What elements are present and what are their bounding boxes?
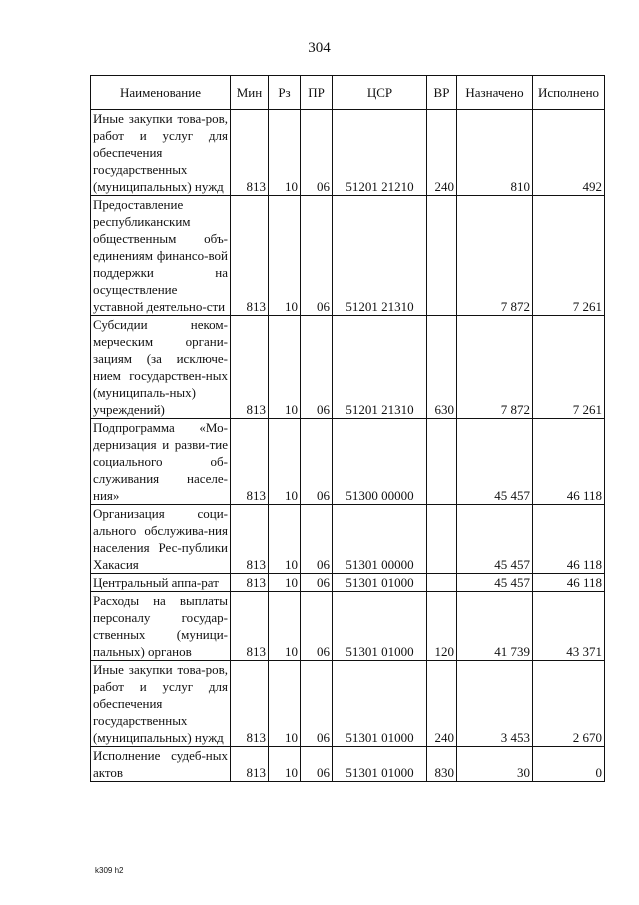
row-pr-cell: 06 [301,110,333,196]
row-rz-cell: 10 [269,196,301,316]
page-number: 304 [308,40,331,56]
row-rz-cell: 10 [269,661,301,747]
row-rz-cell: 10 [269,574,301,592]
row-csr-cell: 51301 00000 [333,505,427,574]
row-vr-cell: 830 [427,747,457,782]
row-csr-cell: 51201 21210 [333,110,427,196]
row-pr-cell: 06 [301,661,333,747]
table-row [91,574,605,592]
row-csr-cell: 51300 00000 [333,419,427,505]
row-csr-cell: 51301 01000 [333,747,427,782]
row-csr-cell: 51301 01000 [333,661,427,747]
row-min-cell: 813 [231,110,269,196]
row-rz-cell: 10 [269,592,301,661]
row-min-cell: 813 [231,316,269,419]
row-executed-cell: 46 118 [533,574,605,592]
row-executed-cell: 7 261 [533,196,605,316]
row-min-cell: 813 [231,747,269,782]
header-assigned: Назначено [457,76,533,110]
row-vr-cell [427,505,457,574]
row-name-cell: Предоставление республиканским общественным объ-единениям финансо-вой поддержки на осуществление уставной деятельно-сти [91,196,231,316]
row-assigned-cell: 30 [457,747,533,782]
row-pr-cell: 06 [301,592,333,661]
row-executed-cell: 46 118 [533,419,605,505]
row-executed-cell: 43 371 [533,592,605,661]
row-name-cell: Расходы на выплаты персоналу государ-ственных (муници-пальных) органов [91,592,231,661]
header-pr: ПР [301,76,333,110]
row-executed-cell: 492 [533,110,605,196]
row-assigned-cell: 3 453 [457,661,533,747]
row-min-cell: 813 [231,661,269,747]
header-executed: Исполнено [533,76,605,110]
row-assigned-cell: 7 872 [457,316,533,419]
budget-table [90,75,605,782]
row-executed-cell: 0 [533,747,605,782]
row-assigned-cell: 45 457 [457,505,533,574]
row-name-cell: Подпрограмма «Мо-дернизация и разви-тие социального об-служивания населе-ния» [91,419,231,505]
row-name-cell: Иные закупки това-ров, работ и услуг для обеспечения государственных (муниципальных) нужд [91,661,231,747]
row-rz-cell: 10 [269,747,301,782]
table-row [91,661,605,747]
header-csr: ЦСР [333,76,427,110]
row-pr-cell: 06 [301,316,333,419]
row-vr-cell [427,574,457,592]
row-vr-cell [427,419,457,505]
row-vr-cell: 630 [427,316,457,419]
row-vr-cell: 120 [427,592,457,661]
row-name-cell: Иные закупки това-ров, работ и услуг для обеспечения государственных (муниципальных) нужд [91,110,231,196]
header-min: Мин [231,76,269,110]
row-executed-cell: 7 261 [533,316,605,419]
row-name-cell: Организация соци-ального обслужива-ния населения Рес-публики Хакасия [91,505,231,574]
row-csr-cell: 51201 21310 [333,196,427,316]
row-rz-cell: 10 [269,110,301,196]
row-min-cell: 813 [231,505,269,574]
header-row [91,76,605,110]
row-vr-cell: 240 [427,661,457,747]
row-min-cell: 813 [231,574,269,592]
row-pr-cell: 06 [301,747,333,782]
row-min-cell: 813 [231,592,269,661]
row-assigned-cell: 41 739 [457,592,533,661]
row-csr-cell: 51301 01000 [333,574,427,592]
row-assigned-cell: 810 [457,110,533,196]
table-row [91,316,605,419]
row-pr-cell: 06 [301,574,333,592]
row-pr-cell: 06 [301,505,333,574]
row-pr-cell: 06 [301,196,333,316]
row-rz-cell: 10 [269,419,301,505]
row-vr-cell: 240 [427,110,457,196]
row-vr-cell [427,196,457,316]
row-csr-cell: 51301 01000 [333,592,427,661]
row-name-cell: Субсидии неком-мерческим органи-зациям (за исключе-нием государствен-ных (муниципаль-ных) учреждений) [91,316,231,419]
footer-code: k309 h2 [95,866,124,875]
row-csr-cell: 51201 21310 [333,316,427,419]
table-row [91,419,605,505]
table-row [91,196,605,316]
row-assigned-cell: 45 457 [457,419,533,505]
row-min-cell: 813 [231,419,269,505]
header-name: Наименование [91,76,231,110]
table-row [91,110,605,196]
row-assigned-cell: 7 872 [457,196,533,316]
row-pr-cell: 06 [301,419,333,505]
row-name-cell: Исполнение судеб-ных актов [91,747,231,782]
table-row [91,747,605,782]
table-row [91,592,605,661]
row-min-cell: 813 [231,196,269,316]
row-executed-cell: 2 670 [533,661,605,747]
header-rz: Рз [269,76,301,110]
row-executed-cell: 46 118 [533,505,605,574]
row-rz-cell: 10 [269,316,301,419]
table-row [91,505,605,574]
header-vr: ВР [427,76,457,110]
row-assigned-cell: 45 457 [457,574,533,592]
row-name-cell: Центральный аппа-рат [91,574,231,592]
row-rz-cell: 10 [269,505,301,574]
